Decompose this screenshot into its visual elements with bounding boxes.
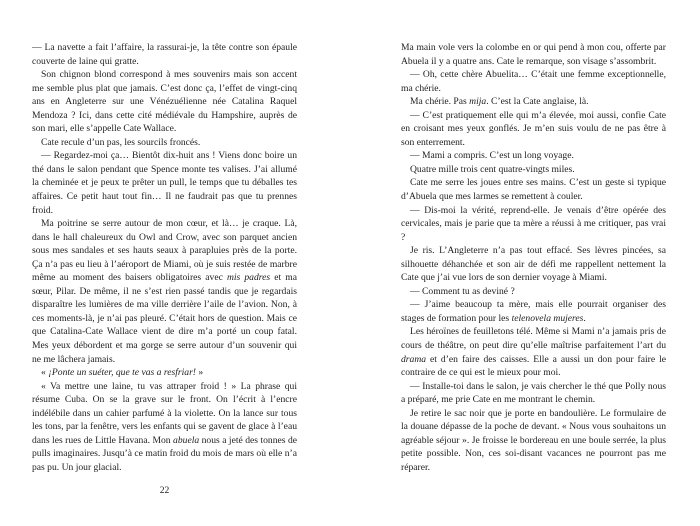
paragraph: — Mami a compris. C’est un long voyage. bbox=[410, 150, 574, 162]
paragraph: — Installe-toi dans le salon, je vais chercher le thé que Polly nous a préparé, me prie Cate en me montrant le chemin. bbox=[401, 380, 666, 406]
paragraph: — La navette a fait l’affaire, la rassurai-je, la tête contre son épaule couverte de laine qui gratte. bbox=[32, 42, 297, 67]
paragraph: Ma main vole vers la colombe en or qui pend à mon cou, offerte par Abuela il y a quatre ans. Cate le remarque, son visage s’assombrit. bbox=[401, 42, 666, 67]
paragraph: Son chignon blond correspond à mes souvenirs mais son accent me semble plus plat que jamais. C’est donc ça, l’effet de vingt-cinq ans en Angleterre sur une Vénézuélienne née Catalina Raquel Mendoza ? Ici, dans cette cité médiévale du Hampshire, auprès de son mari, elle s’appelle Cate Wallace. bbox=[32, 69, 297, 135]
paragraph: Je ris. L’Angleterre n’a pas tout effacé. Ses lèvres pincées, sa silhouette déhanchée et son air de défi me rappellent nettement la Cate que j’ai vue lors de son dernier voyage à Miami. bbox=[401, 245, 666, 284]
right-page bbox=[401, 41, 666, 475]
paragraph: — Oh, cette chère Abuelita… C’était une femme exceptionnelle, ma chérie. bbox=[401, 69, 666, 94]
paragraph: — Regardez-moi ça… Bientôt dix-huit ans ! Viens donc boire un thé dans le salon pendant que Spence monte tes valises. J’ai allumé la cheminée et je peux te prêter un pull, le temps que tu déballes tes affaires. Ce petit haut tout fin… Il ne faudrait pas que tu prennes froid. bbox=[32, 150, 297, 216]
paragraph: Ma poitrine se serre autour de mon cœur, et là… je craque. Là, dans le hall chaleureux du Owl and Crow, avec son parquet ancien sous mes sandales et ses hauts seaux à parapluies près de la porte. Ça n’a pas eu lieu à l’aéroport de Miami, où je suis restée de marbre même au moment des baisers obligatoires avec mis padres et ma sœur, Pilar. De même, il ne s’est rien passé tandis que je regardais disparaître les lumières de ma ville derrière l’aile de l’avion. Non, à ces moments-là, je n’ai pas pleuré. C’était hors de question. Mais ce que Catalina-Cate Wallace vient de dire m’a porté un coup fatal. Mes yeux débordent et ma gorge se serre autour d’un souvenir qui ne me lâchera jamais. bbox=[32, 218, 297, 365]
paragraph-italic-quote: « ¡Ponte un suéter, que te vas a resfriar! » bbox=[41, 367, 204, 379]
paragraph: Quatre mille trois cent quatre-vingts miles. bbox=[410, 163, 575, 175]
paragraph: Cate recule d’un pas, les sourcils froncés. bbox=[41, 136, 201, 148]
paragraph: Ma chérie. Pas mija. C’est la Cate anglaise, là. bbox=[410, 96, 589, 108]
paragraph: — Dis-moi la vérité, reprend-elle. Je venais d’être opérée des cervicales, mais je parie que ta mère a réussi à me critiquer, pas vrai ? bbox=[401, 204, 666, 243]
paragraph: — Comment tu as deviné ? bbox=[410, 285, 515, 297]
paragraph: Je retire le sac noir que je porte en bandoulière. Le formulaire de la douane dépasse de la poche de devant. « Nous vous souhaitons un agréable séjour ». Je froisse le bordereau en une boule serrée, la plus petite possible. Non, ces soi-disant vacances ne pourront pas me réparer. bbox=[401, 407, 666, 473]
paragraph: Les héroïnes de feuilletons télé. Même si Mami n’a jamais pris de cours de théâtre, on peut dire qu’elle maîtrise parfaitement l’art du drama et d’en faire des caisses. Elle a aussi un don pour faire le contraire de ce qui est le mieux pour moi. bbox=[401, 326, 666, 379]
paragraph: — J’aime beaucoup ta mère, mais elle pourrait organiser des stages de formation pour les telenovela mujeres. bbox=[401, 299, 666, 324]
page-number: 22 bbox=[159, 485, 170, 496]
paragraph: « Va mettre une laine, tu vas attraper froid ! » La phrase qui résume Cuba. On se la grave sur le front. On l’écrit à l’encre indélébile dans un cahier parfumé à la violette. On la lance sur tous les tons, par la fenêtre, vers les enfants qui se gavent de glace à l’eau dans les rues de Little Havana. Mon abuela nous a jeté des tonnes de pulls imaginaires. Jusqu’à ce matin froid du mois de mars où elle n’a pas pu. Un jour glacial. bbox=[32, 380, 298, 473]
paragraph: — C’est pratiquement elle qui m’a élevée, moi aussi, confie Cate en croisant mes yeux gonflés. Je m’en suis voulu de ne pas être à son enterrement. bbox=[401, 109, 666, 148]
left-page bbox=[32, 41, 297, 475]
paragraph: Cate me serre les joues entre ses mains. C’est un geste si typique d’Abuela que mes larmes se remettent à couler. bbox=[401, 177, 666, 203]
